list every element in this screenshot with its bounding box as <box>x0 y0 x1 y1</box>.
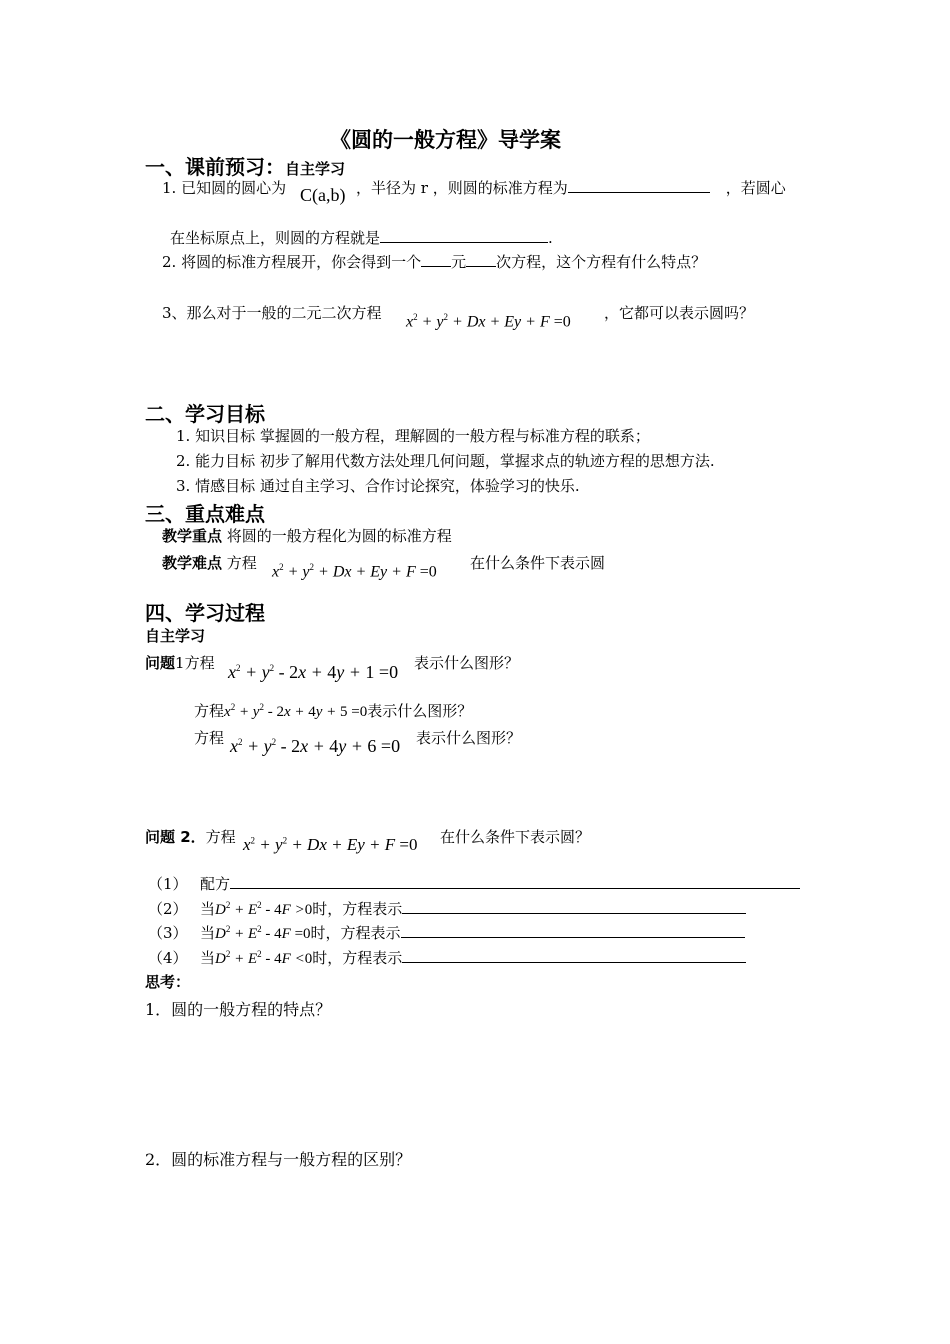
think-question-2: 2．圆的标准方程与一般方程的区别？ <box>145 1150 412 1169</box>
section-1-subtitle: 自主学习 <box>285 160 346 178</box>
problem-1-label: 问题 <box>145 654 176 672</box>
problem-1-line-3-text-a: 方程 <box>194 729 225 747</box>
problem-1-line-2-text-b: 表示什么图形？ <box>367 702 473 720</box>
problem-2-line <box>145 826 236 847</box>
problem-1-equation-2: $x^2 + y^2 - 2x + 4y + 5 =0$ <box>224 702 368 720</box>
problem-1-line-1 <box>145 652 215 673</box>
self-study-subheading: 自主学习 <box>145 627 206 645</box>
step-4-number: （4） <box>148 949 188 967</box>
step-4 <box>148 947 746 968</box>
q2-text-a: 2. 将圆的标准方程展开，你会得到一个 <box>162 253 422 271</box>
step-1 <box>148 873 800 894</box>
step-2-pre: 当 <box>200 900 216 918</box>
problem-1-line-2-text-a: 方程 <box>194 702 225 720</box>
q1-text-a: 1. 已知圆的圆心为 <box>162 179 287 197</box>
step-2-number: （2） <box>148 900 188 918</box>
problem-1-text-b-wrap <box>414 652 519 673</box>
problem-2-text-b-wrap <box>440 826 590 847</box>
q1-end: . <box>548 229 553 247</box>
difficulty-label: 教学难点 <box>162 554 223 572</box>
preview-question-1 <box>162 177 286 198</box>
q1-line-2 <box>170 227 553 248</box>
section-1-title: 一、课前预习： <box>145 155 285 179</box>
problem-2-equation: $x^2 + y^2 + Dx + Ey + F =0$ <box>243 835 418 854</box>
q2-unknowns-blank[interactable] <box>421 252 451 267</box>
problem-1-line-3 <box>194 727 224 748</box>
step-2-post: 时，方程表示 <box>312 900 403 918</box>
q1-line-1 <box>356 177 786 198</box>
preview-question-2 <box>162 251 706 272</box>
goal-emotion: 3. 情感目标 通过自主学习、合作讨论探究，体验学习的快乐. <box>176 477 580 495</box>
q1-text-d: 在坐标原点上，则圆的方程就是 <box>170 229 381 247</box>
problem-1-line-3-text-b: 表示什么图形？ <box>416 729 522 747</box>
think-question-1: 1．圆的一般方程的特点？ <box>145 1000 332 1019</box>
step-3-post: 时，方程表示 <box>310 924 401 942</box>
step-1-number: （1） <box>148 875 188 893</box>
step-3-number: （3） <box>148 924 188 942</box>
step-4-condition: $D^2 + E^2 - 4F <0$ <box>215 949 313 967</box>
q2-text-b: 元 <box>451 253 467 271</box>
q1-center: C(a,b) <box>300 185 346 205</box>
difficulty-text-b-wrap <box>470 552 605 573</box>
problem-1-equation-3: $x^2 + y^2 - 2x + 4y + 6 =0$ <box>230 736 401 756</box>
section-2-heading: 二、学习目标 <box>145 402 265 426</box>
difficulty-text-a: 方程 <box>226 554 257 572</box>
step-3-condition: $D^2 + E^2 - 4F =0$ <box>215 924 311 942</box>
problem-1-text-b: 表示什么图形？ <box>414 654 520 672</box>
step-1-text: 配方 <box>200 875 231 893</box>
problem-2-label: 问题 2． <box>145 828 206 846</box>
problem-1-number: 1 <box>175 654 185 672</box>
section-1-heading <box>145 151 345 180</box>
section-3-heading: 三、重点难点 <box>145 502 265 526</box>
step-2 <box>148 898 746 919</box>
step-3-pre: 当 <box>200 924 216 942</box>
key-point-text: 将圆的一般方程化为圆的标准方程 <box>226 527 452 545</box>
step-1-blank[interactable] <box>230 874 800 889</box>
teaching-key-point <box>162 525 452 546</box>
problem-2-text-a: 方程 <box>205 828 236 846</box>
q3-text-b: ，它都可以表示圆吗？ <box>604 304 755 322</box>
q1-standard-eq-blank[interactable] <box>568 178 710 193</box>
problem-1-line-2 <box>194 700 472 721</box>
think-label: 思考： <box>145 973 191 991</box>
q1-text-c: ，若圆心 <box>725 179 786 197</box>
q3-text-a: 3、那么对于一般的二元二次方程 <box>162 304 382 322</box>
step-3-blank[interactable] <box>401 923 745 938</box>
step-2-blank[interactable] <box>402 899 746 914</box>
q3-text-b-wrap <box>604 302 754 323</box>
q1-center-formula <box>300 185 345 206</box>
step-4-post: 时，方程表示 <box>312 949 403 967</box>
q1-origin-eq-blank[interactable] <box>380 228 548 243</box>
q2-degree-blank[interactable] <box>466 252 496 267</box>
page-title: 《圆的一般方程》导学案 <box>330 127 561 152</box>
q2-text-c: 次方程，这个方程有什么特点？ <box>496 253 707 271</box>
difficulty-equation: $x^2 + y^2 + Dx + Ey + F =0$ <box>272 562 437 581</box>
key-point-label: 教学重点 <box>162 527 223 545</box>
problem-1-equation-1: $x^2 + y^2 - 2x + 4y + 1 =0$ <box>228 662 399 682</box>
q1-text-b: ，半径为 r ，则圆的标准方程为 <box>356 179 568 197</box>
step-4-blank[interactable] <box>402 948 746 963</box>
q3-general-equation: $x^2 + y^2 + Dx + Ey + F =0$ <box>406 312 571 331</box>
teaching-difficulty <box>162 552 257 573</box>
problem-2-text-b: 在什么条件下表示圆？ <box>440 828 591 846</box>
difficulty-text-b: 在什么条件下表示圆 <box>470 554 606 572</box>
section-4-heading: 四、学习过程 <box>145 601 265 625</box>
goal-knowledge: 1. 知识目标 掌握圆的一般方程，理解圆的一般方程与标准方程的联系； <box>176 427 650 445</box>
preview-question-3 <box>162 302 382 323</box>
problem-1-line-3-text-b-wrap <box>416 727 521 748</box>
step-3 <box>148 922 745 943</box>
step-4-pre: 当 <box>200 949 216 967</box>
problem-1-text-a: 方程 <box>184 654 215 672</box>
goal-ability: 2. 能力目标 初步了解用代数方法处理几何问题，掌握求点的轨迹方程的思想方法. <box>176 452 715 470</box>
step-2-condition: $D^2 + E^2 - 4F >0$ <box>215 900 313 918</box>
